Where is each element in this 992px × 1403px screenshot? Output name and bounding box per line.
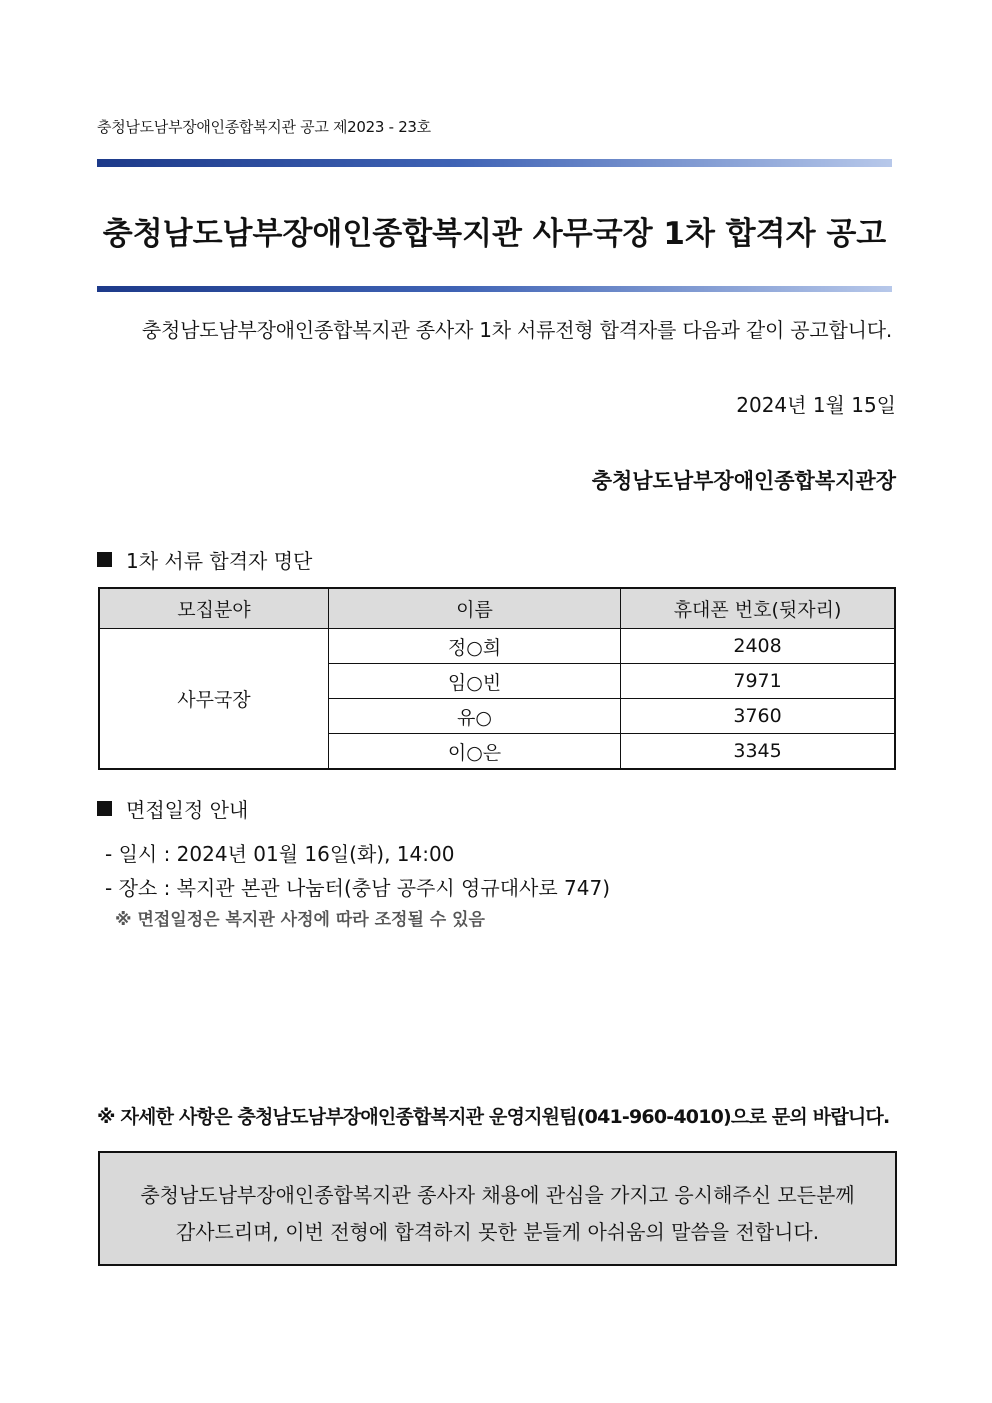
square-bullet-icon [97,552,112,567]
candidate-name-cell: 이○은 [328,734,620,770]
contact-notice: ※ 자세한 사항은 충청남도남부장애인종합복지관 운영지원팀(041-960-4010)으로 문의 바랍니다. [97,1106,890,1128]
recruit-field-cell: 사무국장 [99,629,328,770]
intro-text: 충청남도남부장애인종합복지관 종사자 1차 서류전형 합격자를 다음과 같이 공고합니다. [141,318,892,342]
square-bullet-icon [97,801,112,816]
candidate-name-cell: 유○ [328,699,620,734]
closing-line-1: 충청남도남부장애인종합복지관 종사자 채용에 관심을 가지고 응시해주신 모든분께 [140,1183,855,1207]
column-header-field: 모집분야 [99,588,328,629]
top-divider-bar [97,159,892,167]
candidate-phone-cell: 2408 [621,629,895,664]
table-header-row [99,588,895,629]
interview-datetime: - 일시 : 2024년 01월 16일(화), 14:00 [105,842,455,866]
candidate-name-cell: 임○빈 [328,664,620,699]
candidate-name-cell: 정○희 [328,629,620,664]
section-heading-interview [97,794,248,823]
page-title: 충청남도남부장애인종합복지관 사무국장 1차 합격자 공고 [102,216,887,252]
table-row [99,629,895,664]
candidates-table [98,587,896,770]
section-heading-text: 면접일정 안내 [126,798,249,822]
notice-date: 2024년 1월 15일 [736,393,896,417]
column-header-phone: 휴대폰 번호(뒷자리) [621,588,895,629]
closing-message-box [98,1151,897,1266]
interview-place: - 장소 : 복지관 본관 나눔터(충남 공주시 영규대사로 747) [105,876,610,900]
title-divider-bar [97,286,892,292]
candidate-phone-cell: 3345 [621,734,895,770]
issuer-name: 충청남도남부장애인종합복지관장 [591,469,896,493]
candidate-phone-cell: 3760 [621,699,895,734]
section-heading-text: 1차 서류 합격자 명단 [126,549,313,573]
column-header-name: 이름 [328,588,620,629]
candidate-phone-cell: 7971 [621,664,895,699]
notice-number: 충청남도남부장애인종합복지관 공고 제2023 - 23호 [97,118,431,136]
closing-line-2: 감사드리며, 이번 전형에 합격하지 못한 분들게 아쉬움의 말씀을 전합니다. [175,1220,820,1244]
interview-note: ※ 면접일정은 복지관 사정에 따라 조정될 수 있음 [115,910,485,930]
section-heading-candidates [97,545,312,574]
